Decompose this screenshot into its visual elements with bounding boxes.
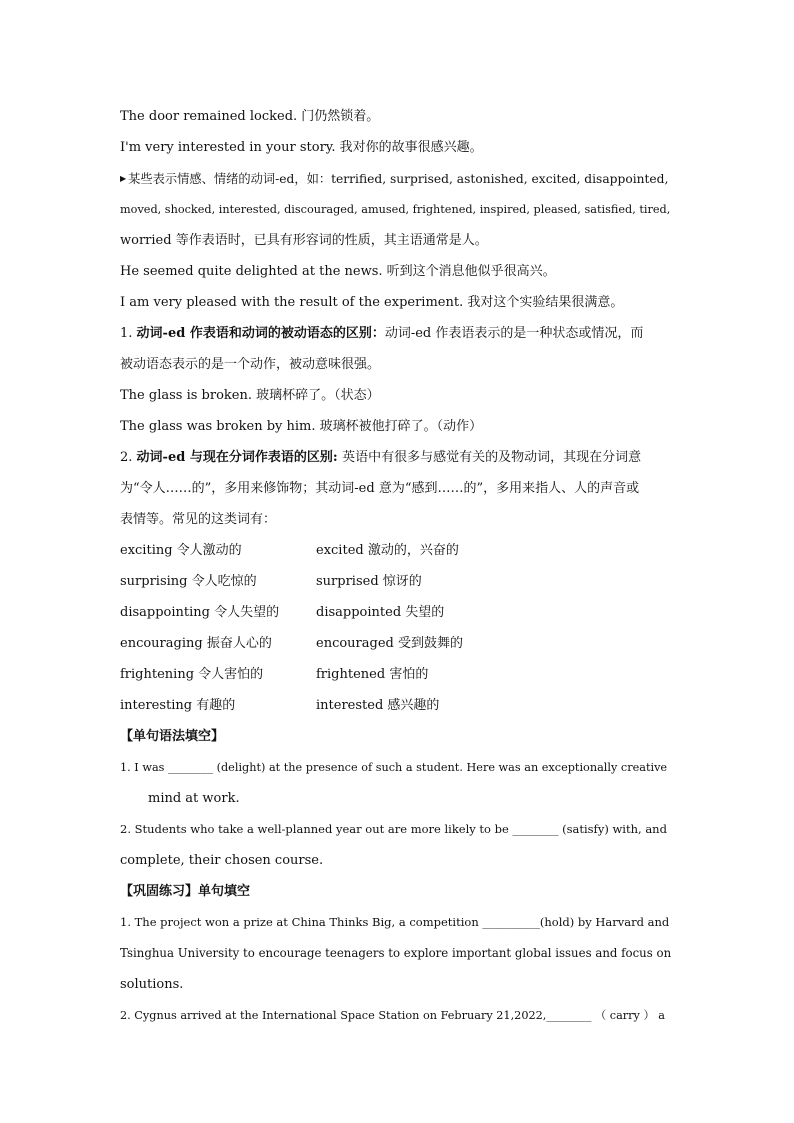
exercise-line: solutions.: [120, 977, 184, 992]
word-pair-row: [120, 690, 674, 721]
word-pair-row: [120, 659, 674, 690]
example-line: The glass was broken by him. 玻璃杯被他打碎了。（动作）: [120, 419, 483, 434]
example-line: I am very pleased with the result of the experiment. 我对这个实验结果很满意。: [120, 295, 624, 310]
point-number: 1.: [120, 326, 137, 341]
bullet-line: [120, 163, 674, 194]
ing-word: encouraging 振奋人心的: [120, 636, 272, 651]
exercise-line: 2. Cygnus arrived at the International Space Station on February 21,2022,________ （ carry ） a: [120, 1009, 665, 1022]
example-line: I'm very interested in your story. 我对你的故事很感兴趣。: [120, 140, 483, 155]
ed-word: frightened 害怕的: [316, 667, 429, 682]
word-pair-row: [120, 566, 674, 597]
word-pair-row: [120, 535, 674, 566]
point-title: 动词-ed 作表语和动词的被动语态的区别：: [136, 326, 385, 341]
exercise-line: 1. I was ________ (delight) at the presence of such a student. Here was an exceptionally creative: [120, 761, 668, 774]
point-text: 动词-ed 作表语表示的是一种状态或情况，而: [384, 326, 644, 341]
text-line: 为“令人……的”，多用来修饰物；其动词-ed 意为“感到……的”，多用来指人、人的声音或: [120, 481, 640, 496]
word-pair-row: [120, 628, 674, 659]
ed-word: disappointed 失望的: [316, 605, 445, 620]
bullet-text: 某些表示情感、情绪的动词-ed，如：terrified, surprised, astonished, excited, disappointed,: [128, 172, 669, 186]
ed-word: interested 感兴趣的: [316, 698, 440, 713]
ing-word: surprising 令人吃惊的: [120, 574, 257, 589]
ed-word: encouraged 受到鼓舞的: [316, 636, 463, 651]
text-line: 被动语态表示的是一个动作，被动意味很强。: [120, 357, 381, 372]
point-2-line: [120, 442, 674, 473]
section-heading: 【巩固练习】单句填空: [120, 884, 251, 899]
point-1-line: [120, 318, 674, 349]
ed-word: excited 激动的，兴奋的: [316, 543, 459, 558]
point-text: 英语中有很多与感觉有关的及物动词，其现在分词意: [342, 450, 642, 465]
point-number: 2.: [120, 450, 137, 465]
ing-word: exciting 令人激动的: [120, 543, 242, 558]
point-title: 动词-ed 与现在分词作表语的区别:: [136, 450, 343, 465]
word-pair-row: [120, 597, 674, 628]
triangle-bullet-icon: ▶: [120, 174, 127, 183]
ing-word: frightening 令人害怕的: [120, 667, 264, 682]
example-line: The glass is broken. 玻璃杯碎了。（状态）: [120, 388, 380, 403]
exercise-line: complete, their chosen course.: [120, 853, 324, 868]
exercise-line: 2. Students who take a well-planned year out are more likely to be ________ (satisfy) with, and: [120, 822, 667, 836]
ed-word: surprised 惊讶的: [316, 574, 422, 589]
exercise-line: 1. The project won a prize at China Thinks Big, a competition __________(hold) by Harvard and: [120, 915, 670, 929]
section-heading: 【单句语法填空】: [120, 729, 225, 744]
exercise-line: mind at work.: [148, 791, 240, 806]
text-line: worried 等作表语时，已具有形容词的性质，其主语通常是人。: [120, 233, 488, 248]
example-line: The door remained locked. 门仍然锁着。: [120, 109, 380, 124]
ing-word: disappointing 令人失望的: [120, 605, 280, 620]
example-line: He seemed quite delighted at the news. 听到这个消息他似乎很高兴。: [120, 264, 556, 279]
text-line: 表情等。常见的这类词有：: [120, 512, 277, 527]
document-body: [120, 101, 674, 1031]
exercise-line: Tsinghua University to encourage teenagers to explore important global issues and focus on: [120, 946, 672, 960]
ing-word: interesting 有趣的: [120, 698, 236, 713]
text-line: moved, shocked, interested, discouraged, amused, frightened, inspired, pleased, satisfied, tired,: [120, 203, 671, 216]
